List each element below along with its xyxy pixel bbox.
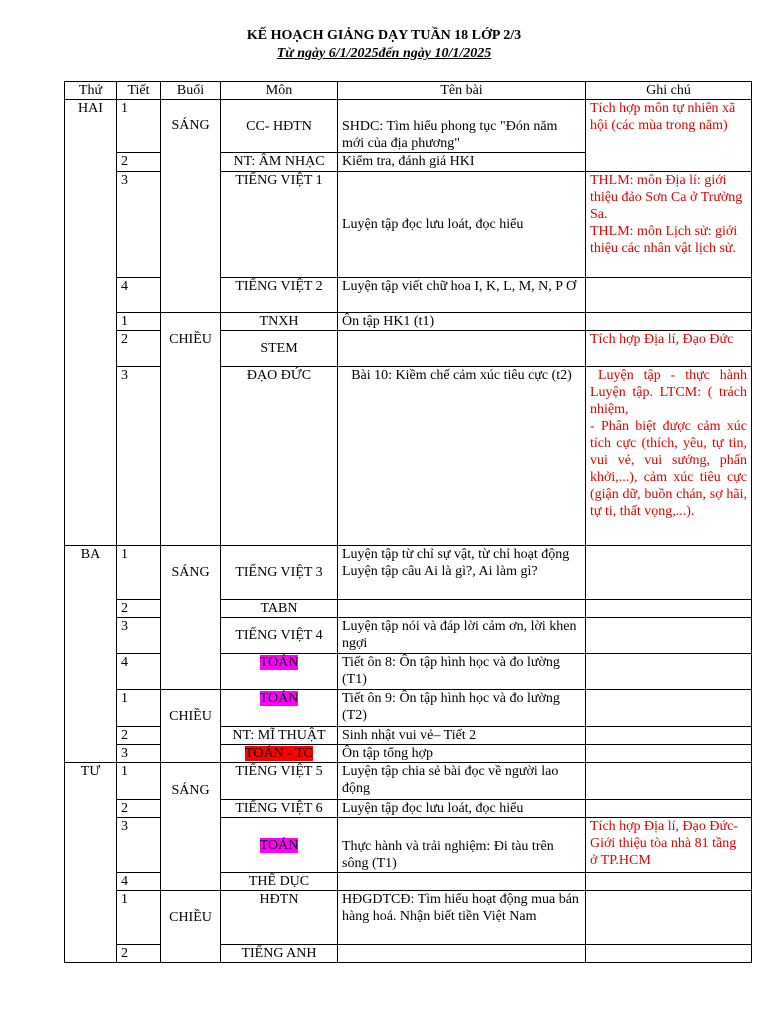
date-range: Từ ngày 6/1/2025đến ngày 10/1/2025 [276, 46, 492, 61]
page-title: KẾ HOẠCH GIẢNG DẠY TUẦN 18 LỚP 2/3 [246, 28, 522, 43]
table-row [65, 891, 752, 945]
note-cell [586, 800, 752, 818]
lesson-cell [338, 945, 586, 963]
table-row [65, 546, 752, 600]
tiet-cell: 1 [117, 546, 161, 600]
lesson-cell: Sinh nhật vui vẻ– Tiết 2 [338, 727, 586, 745]
lesson-cell: Luyện tập nói và đáp lời cảm ơn, lời khen ngợi [338, 618, 586, 654]
note-cell [586, 945, 752, 963]
note-line: - Phân biệt được cảm xúc tích cực (thích, yêu, tự tin, vui vẻ, vui sướng, phấn khởi,...), cảm xúc tiêu cực (giận dữ, buồn chán, sợ hãi, tự ti, thất vọng,...). [590, 419, 747, 519]
session-sang: SÁNG [161, 100, 221, 313]
subject-cell: TNXH [221, 313, 338, 331]
col-header-ten-bai: Tên bài [338, 82, 586, 100]
note-cell [586, 278, 752, 313]
note-cell: Tích hợp Địa lí, Đạo Đức [586, 331, 752, 367]
tiet-cell: 1 [117, 313, 161, 331]
note-cell [586, 690, 752, 727]
subject-cell: TIẾNG VIỆT 2 [221, 278, 338, 313]
lesson-cell: Luyện tập đọc lưu loát, đọc hiểu [338, 800, 586, 818]
subject-highlight: TOÁN [259, 691, 299, 706]
subject-cell: NT: ÂM NHẠC [221, 153, 338, 172]
subject-cell: ĐẠO ĐỨC [221, 367, 338, 546]
lesson-cell: Tiết ôn 9: Ôn tập hình học và đo lường (T2) [338, 690, 586, 727]
note-cell [586, 763, 752, 800]
note-cell [586, 618, 752, 654]
subject-highlight: TOÁN [259, 837, 299, 853]
note-cell [586, 367, 752, 546]
lesson-cell: Luyện tập viết chữ hoa I, K, L, M, N, P Ơ [338, 278, 586, 313]
tiet-cell: 1 [117, 891, 161, 945]
subject-cell: THỂ DỤC [221, 873, 338, 891]
tiet-cell: 2 [117, 800, 161, 818]
schedule-table [64, 81, 752, 963]
note-cell [586, 891, 752, 945]
note-cell: Tích hợp Địa lí, Đạo Đức- Giới thiệu tòa nhà 81 tầng ở TP.HCM [586, 818, 752, 873]
lesson-cell: Thực hành và trải nghiệm: Đi tàu trên sông (T1) [338, 818, 586, 873]
lesson-cell: Ôn tập tổng hợp [338, 745, 586, 763]
subject-highlight: TOÁN - TC [245, 746, 313, 761]
lesson-cell: Ôn tập HK1 (t1) [338, 313, 586, 331]
tiet-cell: 1 [117, 690, 161, 727]
tiet-cell: 1 [117, 100, 161, 153]
subject-cell: TIẾNG VIỆT 5 [221, 763, 338, 800]
subject-cell: TABN [221, 600, 338, 618]
note-cell [586, 600, 752, 618]
lesson-cell [338, 873, 586, 891]
tiet-cell: 2 [117, 727, 161, 745]
note-cell [586, 313, 752, 331]
subject-cell: TIẾNG VIỆT 3 [221, 546, 338, 600]
tiet-cell: 2 [117, 945, 161, 963]
col-header-ghi-chu: Ghi chú [586, 82, 752, 100]
subject-cell: STEM [221, 331, 338, 367]
table-row [65, 100, 752, 153]
lesson-cell: Bài 10: Kiềm chế cảm xúc tiêu cực (t2) [338, 367, 586, 546]
col-header-buoi: Buổi [161, 82, 221, 100]
tiet-cell: 4 [117, 654, 161, 690]
day-tu: TƯ [65, 763, 117, 963]
subject-cell [221, 690, 338, 727]
tiet-cell: 1 [117, 763, 161, 800]
tiet-cell: 3 [117, 745, 161, 763]
note-cell [586, 172, 752, 278]
note-cell [586, 727, 752, 745]
table-row [65, 313, 752, 331]
col-header-mon: Môn [221, 82, 338, 100]
tiet-cell: 3 [117, 172, 161, 278]
lesson-cell [338, 600, 586, 618]
tiet-cell: 3 [117, 818, 161, 873]
note-line: THLM: môn Lịch sử: giới thiệu các nhân vật lịch sử. [590, 224, 738, 256]
session-chieu: CHIỀU [161, 891, 221, 963]
col-header-tiet: Tiết [117, 82, 161, 100]
table-header-row [65, 82, 752, 100]
session-chieu: CHIỀU [161, 690, 221, 763]
note-cell [586, 745, 752, 763]
subject-cell: TIẾNG VIỆT 6 [221, 800, 338, 818]
subject-cell: TIẾNG VIỆT 4 [221, 618, 338, 654]
note-cell [586, 873, 752, 891]
subject-cell [221, 818, 338, 873]
subject-cell [221, 745, 338, 763]
col-header-thu: Thứ [65, 82, 117, 100]
lesson-cell: Tiết ôn 8: Ôn tập hình học và đo lường (T1) [338, 654, 586, 690]
subject-highlight: TOÁN [259, 655, 299, 670]
subject-cell: HĐTN [221, 891, 338, 945]
note-cell [586, 546, 752, 600]
table-row [65, 763, 752, 800]
tiet-cell: 2 [117, 331, 161, 367]
day-ba: BA [65, 546, 117, 763]
tiet-cell: 3 [117, 618, 161, 654]
lesson-cell: Luyện tập đọc lưu loát, đọc hiểu [338, 172, 586, 278]
note-cell [586, 654, 752, 690]
tiet-cell: 3 [117, 367, 161, 546]
subject-cell [221, 654, 338, 690]
lesson-cell [338, 331, 586, 367]
subject-cell: TIẾNG ANH [221, 945, 338, 963]
session-sang: SÁNG [161, 546, 221, 690]
note-line: Luyện tập - thực hành Luyện tập. LTCM: ( trách nhiệm, [590, 368, 747, 417]
lesson-cell: Luyện tập từ chỉ sự vật, từ chỉ hoạt động Luyện tập câu Ai là gì?, Ai làm gì? [338, 546, 586, 600]
tiet-cell: 2 [117, 153, 161, 172]
tiet-cell: 4 [117, 278, 161, 313]
lesson-cell: Kiểm tra, đánh giá HKI [338, 153, 586, 172]
session-sang: SÁNG [161, 763, 221, 891]
note-line: THLM: môn Địa lí: giới thiệu đảo Sơn Ca ở Trường Sa. [590, 173, 743, 222]
table-row [65, 690, 752, 727]
session-chieu: CHIỀU [161, 313, 221, 546]
lesson-cell: Luyện tập chia sẻ bài đọc về người lao động [338, 763, 586, 800]
lesson-cell: SHDC: Tìm hiểu phong tục "Đón năm mới của địa phương" [338, 100, 586, 153]
subject-cell: TIẾNG VIỆT 1 [221, 172, 338, 278]
note-cell: Tích hợp môn tự nhiên xã hội (các mùa trong năm) [586, 100, 752, 172]
lesson-cell: HĐGDTCĐ: Tìm hiểu hoạt động mua bán hàng hoá. Nhận biết tiền Việt Nam [338, 891, 586, 945]
tiet-cell: 4 [117, 873, 161, 891]
tiet-cell: 2 [117, 600, 161, 618]
day-hai: HAI [65, 100, 117, 546]
subject-cell: CC- HĐTN [221, 100, 338, 153]
subject-cell: NT: MĨ THUẬT [221, 727, 338, 745]
